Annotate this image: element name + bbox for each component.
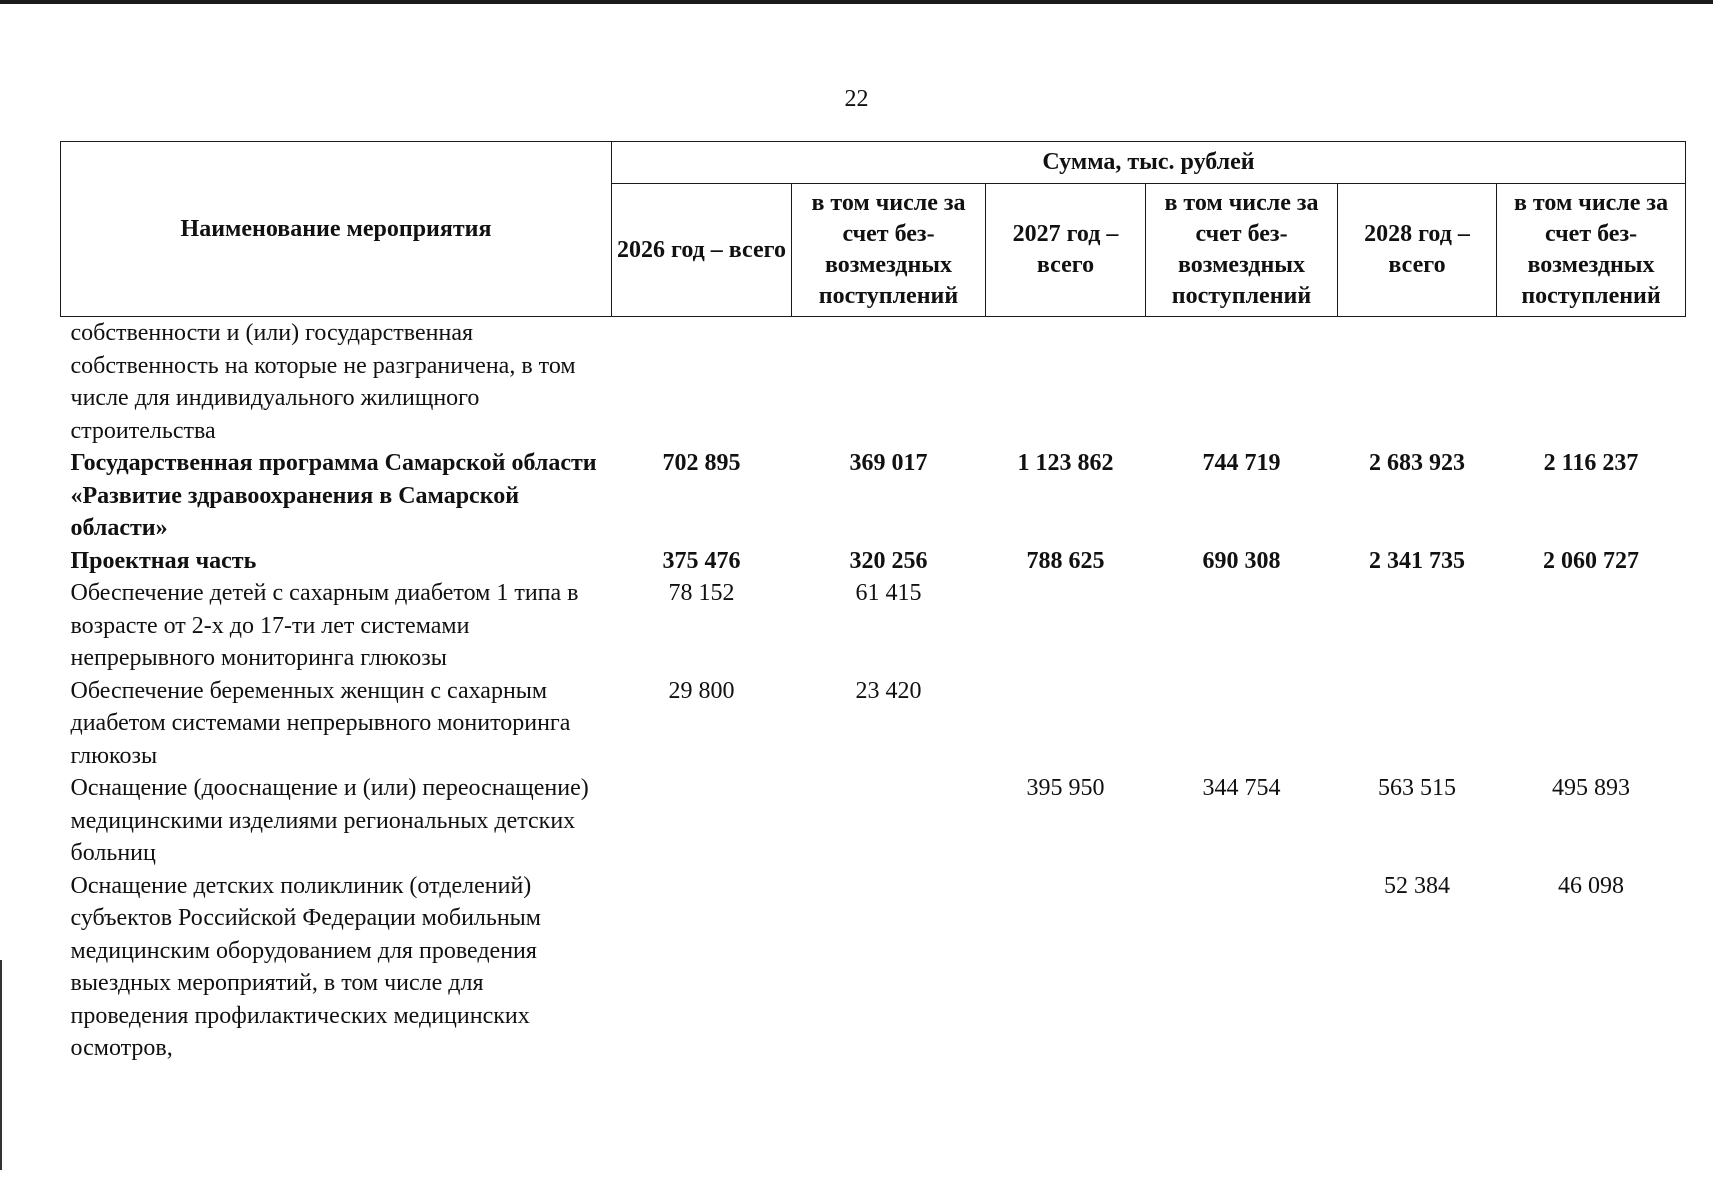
page-number: 22 [844,86,869,112]
header-2027-total: 2027 год – всего [986,184,1146,317]
value-2027-total [986,675,1146,773]
value-2028-gratuitous: 495 893 [1552,775,1631,801]
header-2027-gratuitous: в том числе за счет без-возмездных поступлений [1146,184,1338,317]
header-2026-gratuitous: в том числе за счет без-возмездных поступлений [792,184,986,317]
value-2028-gratuitous: 2 060 727 [1543,547,1640,574]
value-2028-gratuitous: 46 098 [1558,872,1625,899]
row-name: Обеспечение детей с сахарным диабетом 1 типа в возрасте от 2-х до 17-ти лет системами непрерывного мониторинга глюкозы [70,580,579,671]
value-2028-gratuitous [1497,577,1686,675]
value-2026-total: 702 895 [662,450,741,476]
value-2026-total: 78 152 [668,580,735,606]
row-name: Оснащение детских поликлиник (отделений) субъектов Российской Федерации мобильным медицинским оборудованием для проведения выездных мероприятий, в том числе для проведения профилактических медицинских осмотров, [70,872,541,1061]
value-2026-total: 375 476 [662,547,741,574]
row-name: собственности и (или) государственная собственность на которые не разграничена, в том числе для индивидуального жилищного строительства [70,320,576,444]
budget-table-container [60,141,1685,1065]
value-2028-gratuitous [1497,675,1686,773]
value-2028-total: 2 683 923 [1369,450,1465,476]
value-2026-gratuitous: 369 017 [849,450,928,476]
table-row [61,577,1686,675]
value-2028-gratuitous: 2 116 237 [1543,450,1639,476]
value-2027-total: 788 625 [1026,547,1105,574]
table-row [61,772,1686,870]
header-name-column: Наименование мероприятия [61,142,612,317]
value-2027-gratuitous: 744 719 [1202,450,1281,476]
value-2026-total [612,772,792,870]
value-2028-total [1338,577,1497,675]
table-row [61,447,1686,545]
value-2028-total: 2 341 735 [1369,547,1465,574]
value-2028-total: 52 384 [1384,872,1450,899]
value-2026-gratuitous: 320 256 [849,547,928,574]
budget-table [60,141,1686,1065]
row-name: Оснащение (дооснащение и (или) переоснащение) медицинскими изделиями региональных детских больниц [70,775,589,866]
top-border-line [0,0,1713,4]
left-margin-mark [0,960,2,1170]
value-2027-gratuitous [1146,577,1338,675]
value-2028-total: 563 515 [1378,775,1456,801]
value-2027-total: 1 123 862 [1017,450,1114,476]
value-2026-gratuitous: 23 420 [855,677,922,704]
table-row [61,317,1686,448]
value-2027-gratuitous [1146,870,1338,1065]
value-2027-gratuitous [1146,675,1338,773]
value-2027-gratuitous: 344 754 [1202,775,1281,801]
value-2028-total [1338,317,1497,448]
value-2026-total [612,870,792,1065]
value-2026-total: 29 800 [668,677,735,704]
value-2026-total [612,317,792,448]
row-name: Проектная часть [70,547,257,574]
header-2026-total: 2026 год – всего [612,184,792,317]
row-name: Государственная программа Самарской области «Развитие здравоохранения в Самарской области» [70,450,597,541]
value-2027-total: 395 950 [1026,775,1105,801]
value-2027-gratuitous [1146,317,1338,448]
row-name: Обеспечение беременных женщин с сахарным диабетом системами непрерывного мониторинга глюкозы [70,677,571,769]
value-2026-gratuitous [792,317,986,448]
value-2028-gratuitous [1497,317,1686,448]
table-row [61,545,1686,578]
value-2028-total [1338,675,1497,773]
value-2027-total [986,577,1146,675]
value-2027-total [986,317,1146,448]
table-row [61,675,1686,773]
value-2026-gratuitous [792,870,986,1065]
value-2026-gratuitous: 61 415 [855,580,922,606]
value-2026-gratuitous [792,772,986,870]
value-2027-gratuitous: 690 308 [1202,547,1281,574]
header-2028-total: 2028 год – всего [1338,184,1497,317]
header-2028-gratuitous: в том числе за счет без-возмездных поступлений [1497,184,1686,317]
value-2027-total [986,870,1146,1065]
header-sum-group: Сумма, тыс. рублей [612,142,1686,184]
table-row [61,870,1686,1065]
